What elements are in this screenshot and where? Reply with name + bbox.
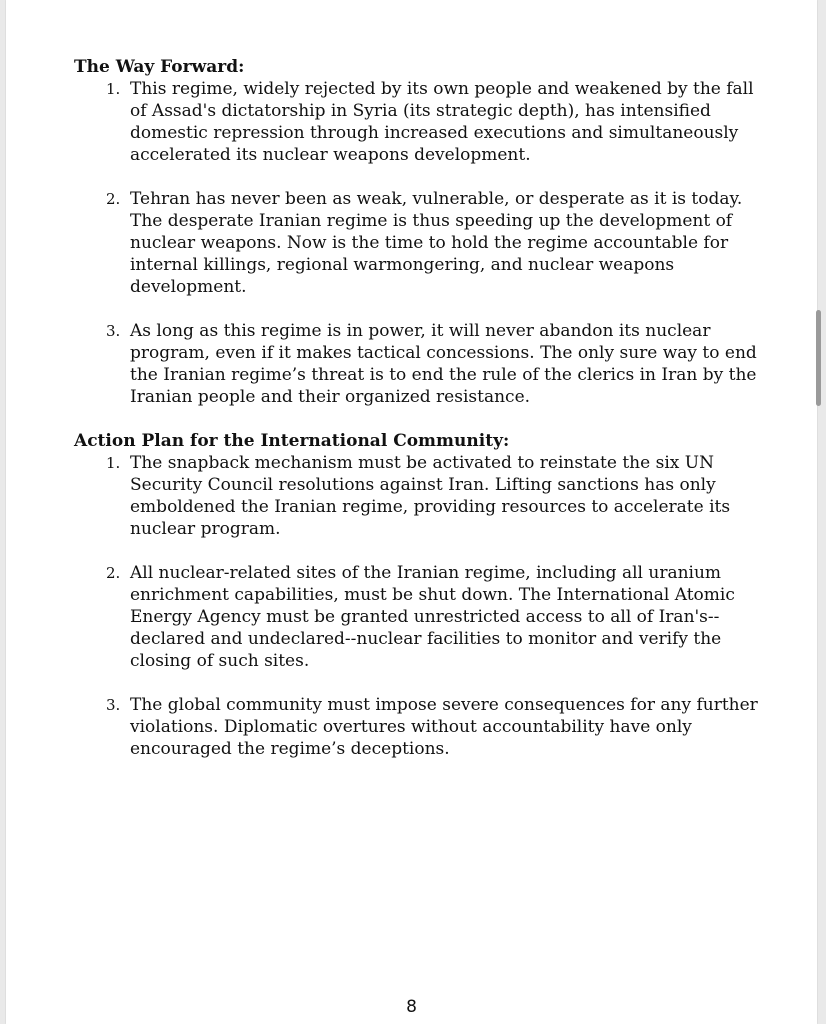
list-item-text: Tehran has never been as weak, vulnerable, or desperate as it is today. The desperate Iranian regime is thus speeding up the development of nuclear weapons. Now is the time to hold the regime accountable for internal killings, regional warmongering, and nuclear weapons development.	[130, 189, 743, 297]
list-item-text: The global community must impose severe consequences for any further violations. Diplomatic overtures without accountability have only encouraged the regime’s deceptions.	[130, 695, 758, 759]
list-item	[74, 320, 764, 408]
list-item-text: All nuclear-related sites of the Iranian regime, including all uranium enrichment capabilities, must be shut down. The International Atomic Energy Agency must be granted unrestricted access to all of Iran's--declared and undeclared--nuclear facilities to monitor and verify the closing of such sites.	[130, 563, 735, 671]
vertical-scrollbar-thumb[interactable]	[816, 310, 821, 406]
list-item	[74, 452, 764, 540]
list-item-number: 3.	[106, 322, 121, 340]
list-item	[74, 694, 764, 760]
list-item-text: The snapback mechanism must be activated to reinstate the six UN Security Council resolutions against Iran. Lifting sanctions has only emboldened the Iranian regime, providing resources to accelerate its nuclear program.	[130, 453, 731, 539]
page-number: 8	[406, 997, 417, 1017]
list-item	[74, 78, 764, 166]
list-item-number: 2.	[106, 190, 121, 208]
section-divider-space	[74, 408, 764, 430]
list-item	[74, 188, 764, 298]
action-plan-list	[74, 452, 764, 760]
section-heading-way-forward: The Way Forward:	[74, 57, 245, 77]
list-item-text: As long as this regime is in power, it will never abandon its nuclear program, even if it makes tactical concessions. The only sure way to end the Iranian regime’s threat is to end the rule of the clerics in Iran by the Iranian people and their organized resistance.	[130, 321, 757, 407]
list-item-number: 2.	[106, 564, 121, 582]
list-item	[74, 562, 764, 672]
list-item-number: 1.	[106, 454, 121, 472]
list-item-number: 3.	[106, 696, 121, 714]
way-forward-list	[74, 78, 764, 408]
list-item-number: 1.	[106, 80, 121, 98]
document-page	[6, 0, 817, 1024]
list-item-text: This regime, widely rejected by its own people and weakened by the fall of Assad's dictatorship in Syria (its strategic depth), has intensified domestic repression through increased executions and simultaneously accelerated its nuclear weapons development.	[130, 79, 754, 165]
section-heading-action-plan: Action Plan for the International Community:	[74, 431, 510, 451]
page-content	[74, 56, 764, 760]
